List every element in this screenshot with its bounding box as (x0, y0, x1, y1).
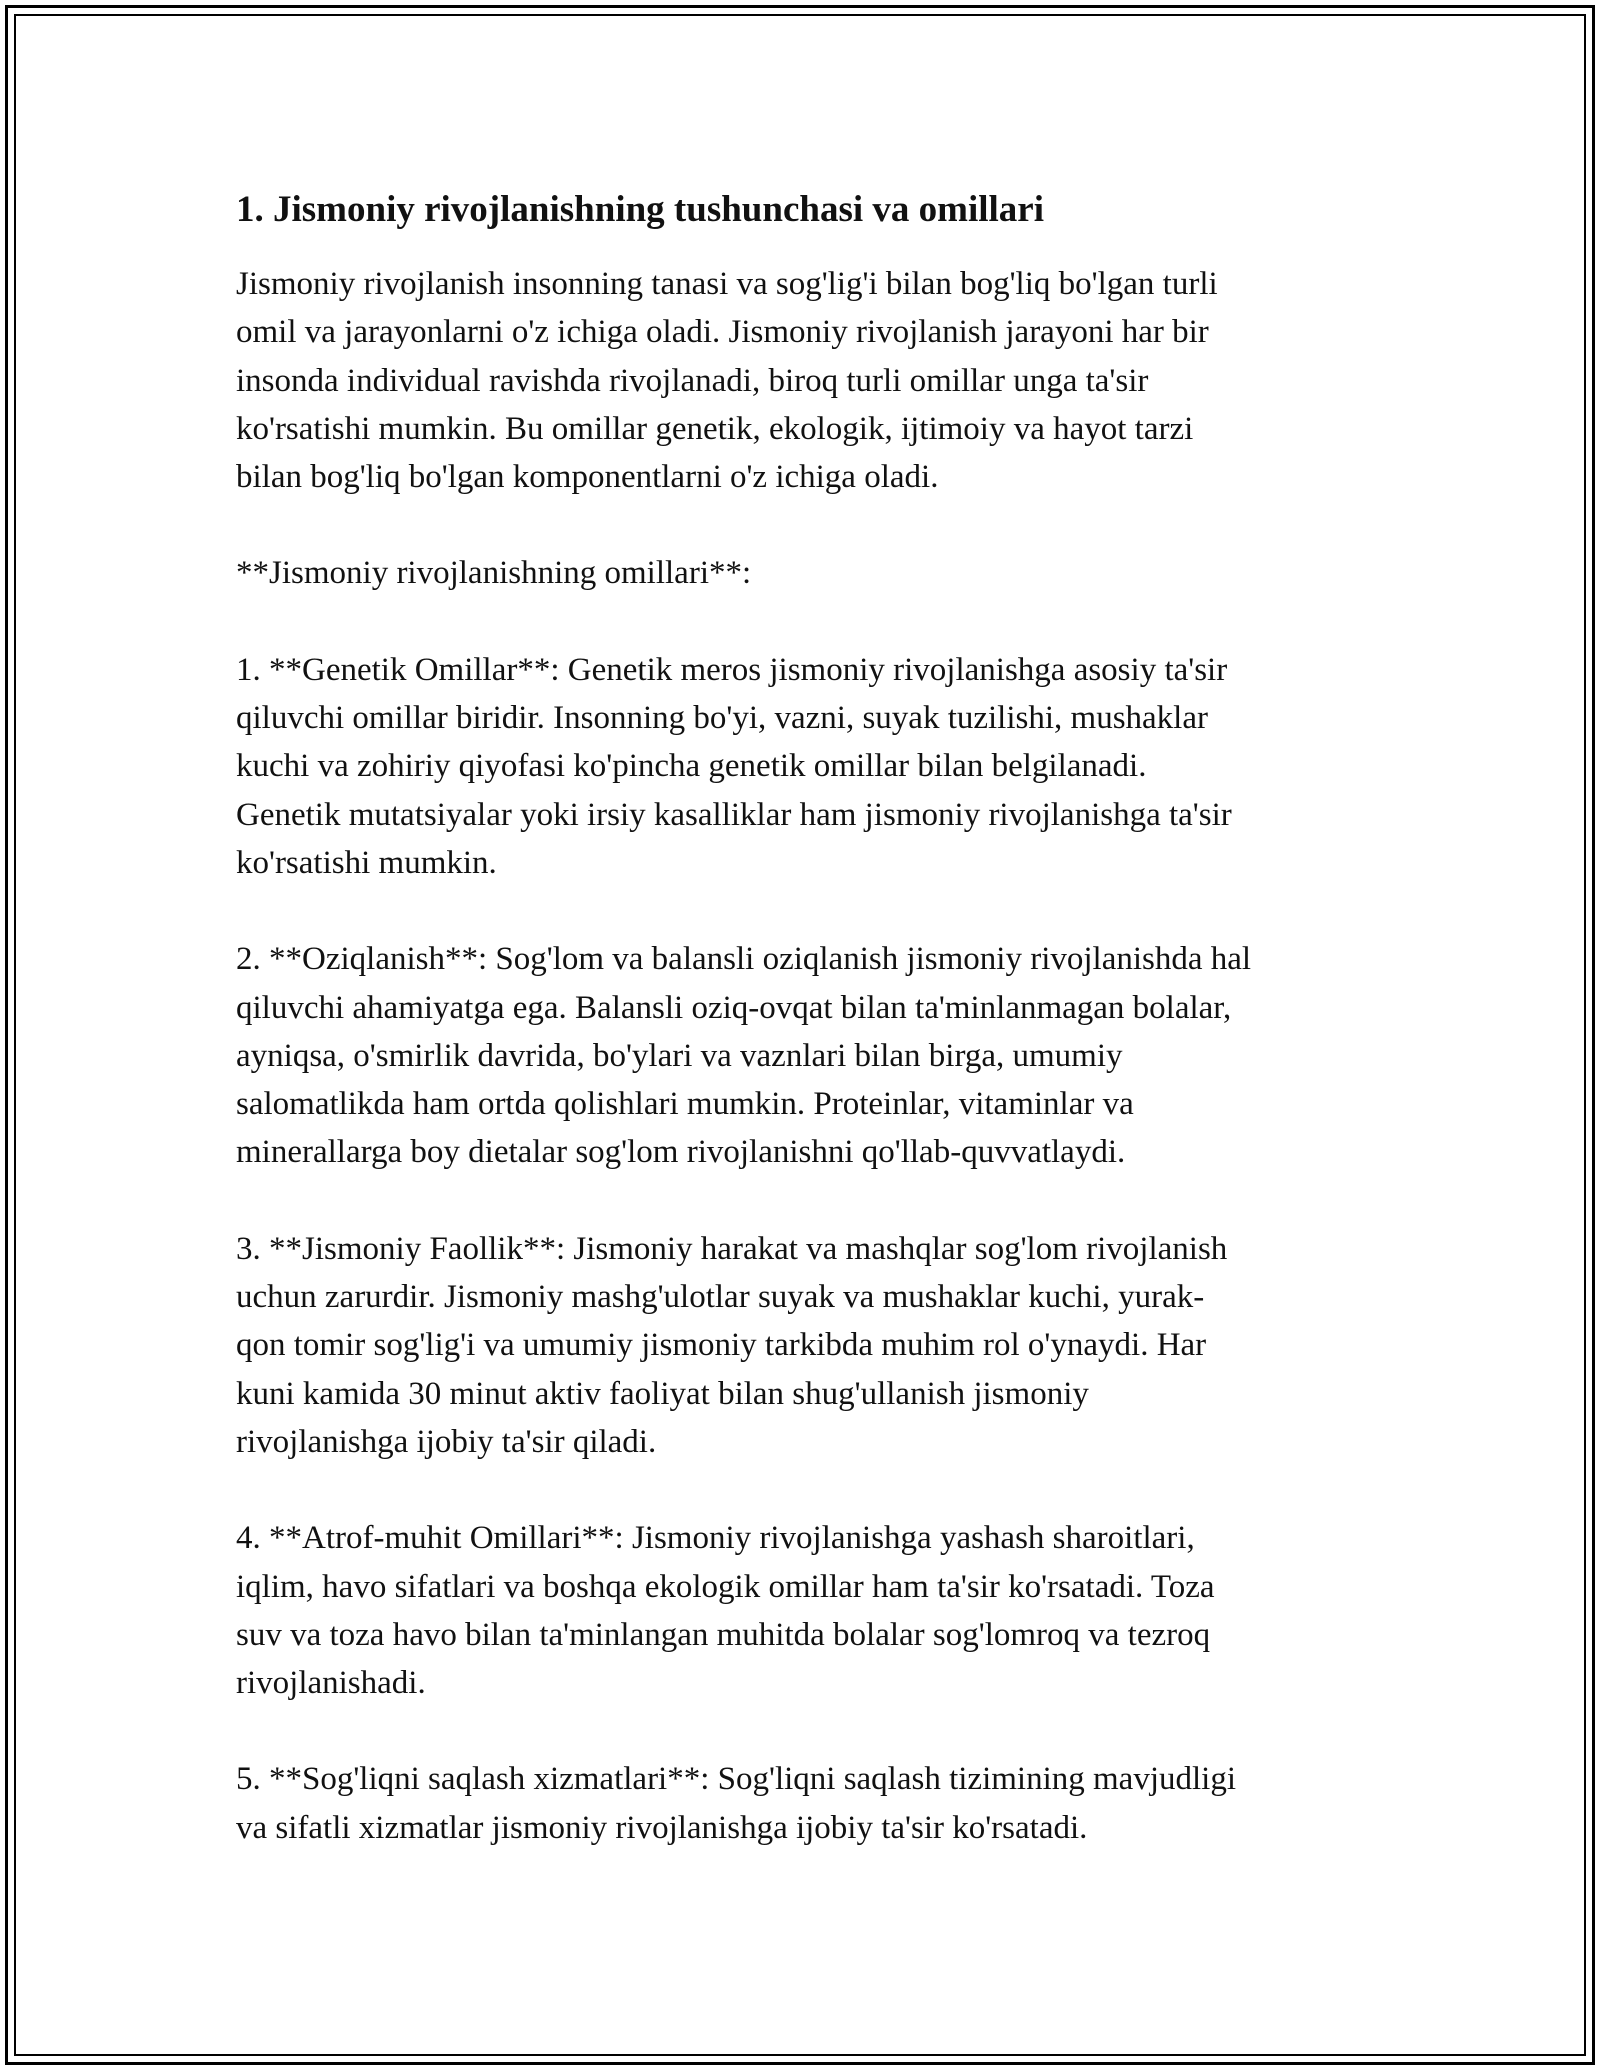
document-page (236, 186, 1376, 1900)
factor-nutrition: 2. **Oziqlanish**: Sog'lom va balansli oziqlanish jismoniy rivojlanishda hal qiluvchi ahamiyatga ega. Balansli oziq-ovqat bilan ta'minlanmagan bolalar, ayniqsa, o'smirlik davrida, bo'ylari va vaznlari bilan birga, umumiy salomatlikda ham ortda qolishlari mumkin. Proteinlar, vitaminlar va minerallarga boy dietalar sog'lom rivojlanishni qo'llab-quvvatlaydi. (236, 941, 1252, 1171)
intro-paragraph: Jismoniy rivojlanish insonning tanasi va sog'lig'i bilan bog'liq bo'lgan turli omil va jarayonlarni o'z ichiga oladi. Jismoniy rivojlanish jarayoni har bir insonda individual ravishda rivojlanadi, biroq turli omillar unga ta'sir ko'rsatishi mumkin. Bu omillar genetik, ekologik, ijtimoiy va hayot tarzi bilan bog'liq bo'lgan komponentlarni o'z ichiga oladi. (236, 266, 1218, 496)
factor-environment: 4. **Atrof-muhit Omillari**: Jismoniy rivojlanishga yashash sharoitlari, iqlim, havo sifatlari va boshqa ekologik omillar ham ta'sir ko'rsatadi. Toza suv va toza havo bilan ta'minlangan muhitda bolalar sog'lomroq va tezroq rivojlanishadi. (236, 1520, 1215, 1702)
section-title: 1. Jismoniy rivojlanishning tushunchasi va omillari (236, 189, 1045, 230)
factor-healthcare: 5. **Sog'liqni saqlash xizmatlari**: Sog'liqni saqlash tizimining mavjudligi va sifatli xizmatlar jismoniy rivojlanishga ijobiy ta'sir ko'rsatadi. (236, 1761, 1236, 1846)
factors-heading: **Jismoniy rivojlanishning omillari**: (236, 555, 752, 592)
factor-genetic: 1. **Genetik Omillar**: Genetik meros jismoniy rivojlanishga asosiy ta'sir qiluvchi omillar biridir. Insonning bo'yi, vazni, suyak tuzilishi, mushaklar kuchi va zohiriy qiyofasi ko'pincha genetik omillar bilan belgilanadi. Genetik mutatsiyalar yoki irsiy kasalliklar ham jismoniy rivojlanishga ta'sir ko'rsatishi mumkin. (236, 651, 1232, 881)
factor-physical-activity: 3. **Jismoniy Faollik**: Jismoniy harakat va mashqlar sog'lom rivojlanish uchun zarurdir. Jismoniy mashg'ulotlar suyak va mushaklar kuchi, yurak- qon tomir sog'lig'i va umumiy jismoniy tarkibda muhim rol o'ynaydi. Har kuni kamida 30 minut aktiv faoliyat bilan shug'ullanish jismoniy rivojlanishga ijobiy ta'sir qiladi. (236, 1230, 1228, 1460)
